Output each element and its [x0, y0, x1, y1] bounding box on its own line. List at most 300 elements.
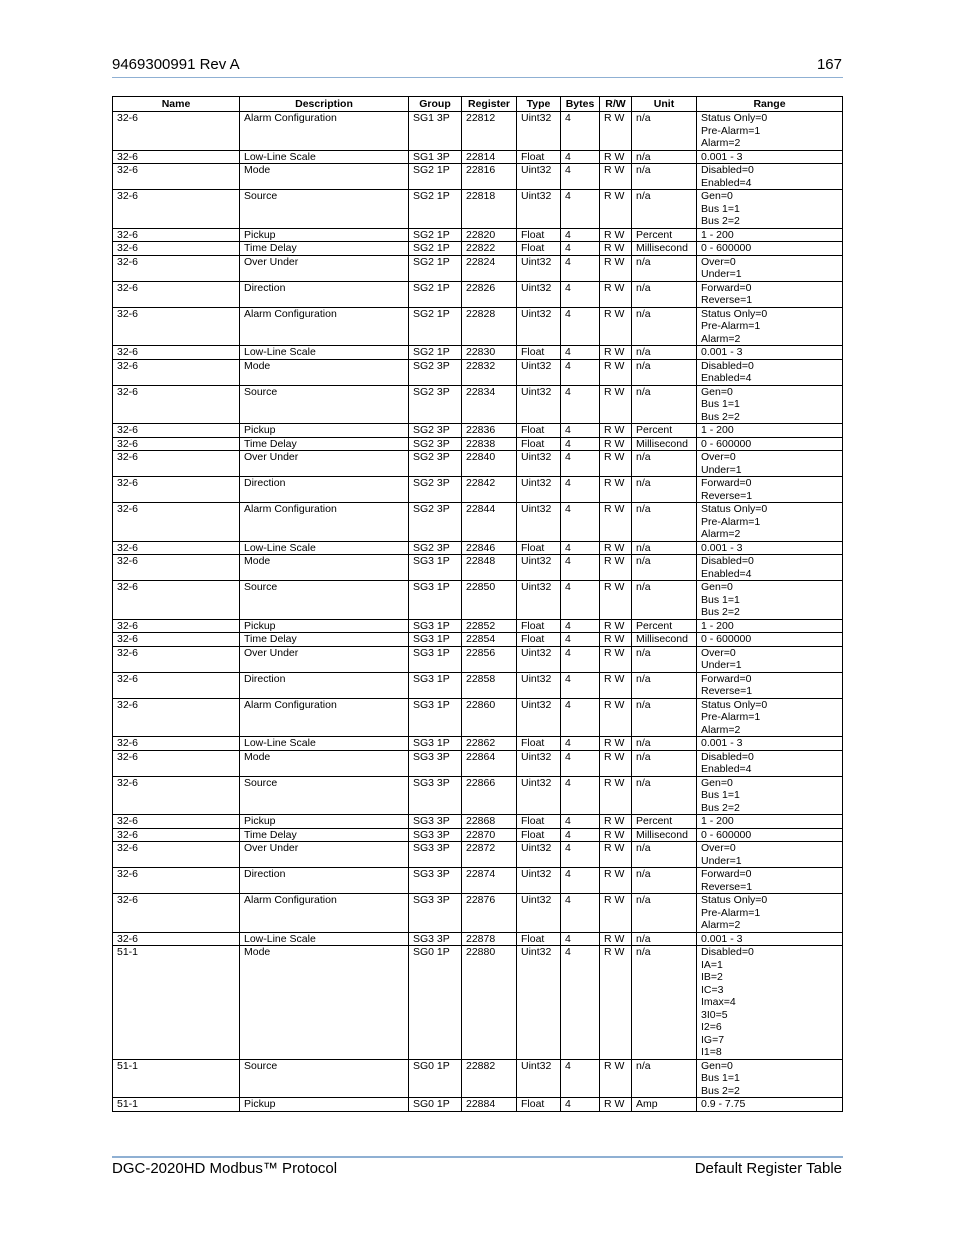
cell-description: Source — [240, 190, 409, 229]
table-row — [113, 228, 843, 242]
cell-type: Uint32 — [517, 190, 561, 229]
cell-description: Time Delay — [240, 828, 409, 842]
cell-rw: R W — [600, 255, 632, 281]
cell-name: 32-6 — [113, 776, 240, 815]
cell-group: SG2 1P — [409, 242, 462, 256]
cell-bytes: 4 — [561, 307, 600, 346]
cell-description: Alarm Configuration — [240, 307, 409, 346]
cell-name: 32-6 — [113, 672, 240, 698]
cell-name: 32-6 — [113, 477, 240, 503]
cell-rw: R W — [600, 868, 632, 894]
cell-bytes: 4 — [561, 581, 600, 620]
cell-range: Over=0 Under=1 — [697, 451, 843, 477]
cell-bytes: 4 — [561, 437, 600, 451]
column-header-type: Type — [517, 97, 561, 112]
cell-group: SG3 3P — [409, 932, 462, 946]
cell-unit: n/a — [632, 894, 697, 933]
cell-description: Direction — [240, 477, 409, 503]
cell-description: Over Under — [240, 451, 409, 477]
cell-rw: R W — [600, 1098, 632, 1112]
cell-unit: n/a — [632, 581, 697, 620]
cell-group: SG2 1P — [409, 255, 462, 281]
cell-rw: R W — [600, 737, 632, 751]
cell-name: 32-6 — [113, 646, 240, 672]
cell-unit: n/a — [632, 150, 697, 164]
cell-type: Uint32 — [517, 503, 561, 542]
cell-group: SG3 1P — [409, 698, 462, 737]
cell-type: Uint32 — [517, 698, 561, 737]
cell-description: Alarm Configuration — [240, 503, 409, 542]
table-row — [113, 581, 843, 620]
cell-range: Status Only=0 Pre-Alarm=1 Alarm=2 — [697, 307, 843, 346]
cell-register: 22876 — [462, 894, 517, 933]
cell-bytes: 4 — [561, 1059, 600, 1098]
column-header-unit: Unit — [632, 97, 697, 112]
cell-bytes: 4 — [561, 555, 600, 581]
cell-rw: R W — [600, 776, 632, 815]
cell-unit: n/a — [632, 503, 697, 542]
cell-type: Float — [517, 633, 561, 647]
cell-range: Forward=0 Reverse=1 — [697, 868, 843, 894]
cell-rw: R W — [600, 646, 632, 672]
cell-type: Uint32 — [517, 112, 561, 151]
column-header-range: Range — [697, 97, 843, 112]
cell-rw: R W — [600, 698, 632, 737]
cell-type: Uint32 — [517, 868, 561, 894]
cell-name: 32-6 — [113, 385, 240, 424]
cell-name: 32-6 — [113, 424, 240, 438]
cell-register: 22880 — [462, 946, 517, 1060]
column-header-description: Description — [240, 97, 409, 112]
table-row — [113, 750, 843, 776]
cell-bytes: 4 — [561, 646, 600, 672]
cell-rw: R W — [600, 242, 632, 256]
cell-bytes: 4 — [561, 477, 600, 503]
cell-group: SG3 1P — [409, 555, 462, 581]
table-row — [113, 451, 843, 477]
cell-name: 32-6 — [113, 698, 240, 737]
cell-group: SG0 1P — [409, 1059, 462, 1098]
cell-register: 22824 — [462, 255, 517, 281]
cell-register: 22832 — [462, 359, 517, 385]
cell-description: Alarm Configuration — [240, 894, 409, 933]
cell-range: Disabled=0 Enabled=4 — [697, 164, 843, 190]
cell-register: 22814 — [462, 150, 517, 164]
cell-description: Mode — [240, 555, 409, 581]
cell-range: 0.001 - 3 — [697, 150, 843, 164]
cell-name: 32-6 — [113, 359, 240, 385]
table-row — [113, 828, 843, 842]
table-row — [113, 646, 843, 672]
cell-register: 22834 — [462, 385, 517, 424]
cell-name: 32-6 — [113, 307, 240, 346]
cell-register: 22866 — [462, 776, 517, 815]
cell-description: Direction — [240, 672, 409, 698]
cell-unit: n/a — [632, 646, 697, 672]
cell-type: Float — [517, 150, 561, 164]
cell-register: 22872 — [462, 842, 517, 868]
cell-register: 22864 — [462, 750, 517, 776]
cell-range: Status Only=0 Pre-Alarm=1 Alarm=2 — [697, 503, 843, 542]
cell-group: SG0 1P — [409, 946, 462, 1060]
cell-group: SG2 1P — [409, 228, 462, 242]
cell-unit: n/a — [632, 946, 697, 1060]
cell-type: Float — [517, 1098, 561, 1112]
cell-register: 22854 — [462, 633, 517, 647]
cell-bytes: 4 — [561, 619, 600, 633]
table-row — [113, 255, 843, 281]
cell-type: Uint32 — [517, 477, 561, 503]
cell-name: 32-6 — [113, 255, 240, 281]
cell-bytes: 4 — [561, 750, 600, 776]
cell-type: Uint32 — [517, 946, 561, 1060]
cell-type: Uint32 — [517, 776, 561, 815]
cell-group: SG2 1P — [409, 307, 462, 346]
register-table — [112, 96, 843, 1112]
cell-bytes: 4 — [561, 698, 600, 737]
table-header-row — [113, 97, 843, 112]
cell-bytes: 4 — [561, 190, 600, 229]
table-row — [113, 346, 843, 360]
cell-bytes: 4 — [561, 281, 600, 307]
cell-register: 22812 — [462, 112, 517, 151]
cell-rw: R W — [600, 228, 632, 242]
cell-unit: n/a — [632, 541, 697, 555]
table-row — [113, 307, 843, 346]
cell-description: Alarm Configuration — [240, 112, 409, 151]
table-row — [113, 842, 843, 868]
column-header-name: Name — [113, 97, 240, 112]
cell-rw: R W — [600, 424, 632, 438]
cell-unit: n/a — [632, 842, 697, 868]
cell-group: SG3 1P — [409, 737, 462, 751]
cell-register: 22828 — [462, 307, 517, 346]
table-row — [113, 815, 843, 829]
cell-name: 32-6 — [113, 451, 240, 477]
cell-register: 22870 — [462, 828, 517, 842]
cell-range: Gen=0 Bus 1=1 Bus 2=2 — [697, 1059, 843, 1098]
cell-bytes: 4 — [561, 541, 600, 555]
cell-rw: R W — [600, 359, 632, 385]
cell-description: Pickup — [240, 619, 409, 633]
cell-range: Gen=0 Bus 1=1 Bus 2=2 — [697, 776, 843, 815]
cell-description: Time Delay — [240, 437, 409, 451]
cell-group: SG3 3P — [409, 868, 462, 894]
cell-rw: R W — [600, 307, 632, 346]
cell-description: Low-Line Scale — [240, 932, 409, 946]
table-row — [113, 946, 843, 1060]
cell-description: Source — [240, 385, 409, 424]
cell-range: Disabled=0 Enabled=4 — [697, 555, 843, 581]
cell-rw: R W — [600, 190, 632, 229]
cell-unit: n/a — [632, 737, 697, 751]
cell-rw: R W — [600, 385, 632, 424]
cell-group: SG1 3P — [409, 150, 462, 164]
cell-register: 22822 — [462, 242, 517, 256]
cell-register: 22884 — [462, 1098, 517, 1112]
cell-register: 22852 — [462, 619, 517, 633]
cell-unit: Millisecond — [632, 437, 697, 451]
table-row — [113, 868, 843, 894]
cell-unit: Percent — [632, 619, 697, 633]
cell-name: 32-6 — [113, 346, 240, 360]
cell-rw: R W — [600, 451, 632, 477]
cell-rw: R W — [600, 555, 632, 581]
table-row — [113, 633, 843, 647]
cell-bytes: 4 — [561, 424, 600, 438]
cell-range: 0 - 600000 — [697, 437, 843, 451]
cell-rw: R W — [600, 619, 632, 633]
table-row — [113, 737, 843, 751]
cell-register: 22874 — [462, 868, 517, 894]
cell-range: 0.001 - 3 — [697, 737, 843, 751]
cell-description: Over Under — [240, 842, 409, 868]
cell-range: 0 - 600000 — [697, 633, 843, 647]
cell-rw: R W — [600, 437, 632, 451]
cell-description: Mode — [240, 164, 409, 190]
cell-group: SG2 3P — [409, 503, 462, 542]
cell-description: Mode — [240, 946, 409, 1060]
cell-range: Disabled=0 Enabled=4 — [697, 359, 843, 385]
cell-register: 22844 — [462, 503, 517, 542]
cell-group: SG2 3P — [409, 437, 462, 451]
cell-range: 0 - 600000 — [697, 242, 843, 256]
cell-unit: n/a — [632, 451, 697, 477]
cell-range: 0.001 - 3 — [697, 346, 843, 360]
cell-group: SG1 3P — [409, 112, 462, 151]
cell-bytes: 4 — [561, 633, 600, 647]
cell-description: Time Delay — [240, 242, 409, 256]
cell-unit: n/a — [632, 932, 697, 946]
cell-rw: R W — [600, 346, 632, 360]
cell-register: 22842 — [462, 477, 517, 503]
cell-register: 22840 — [462, 451, 517, 477]
cell-register: 22882 — [462, 1059, 517, 1098]
cell-type: Float — [517, 619, 561, 633]
cell-description: Low-Line Scale — [240, 346, 409, 360]
cell-unit: Amp — [632, 1098, 697, 1112]
table-row — [113, 1098, 843, 1112]
cell-description: Over Under — [240, 646, 409, 672]
cell-rw: R W — [600, 946, 632, 1060]
cell-register: 22836 — [462, 424, 517, 438]
table-row — [113, 437, 843, 451]
cell-register: 22856 — [462, 646, 517, 672]
cell-rw: R W — [600, 633, 632, 647]
table-row — [113, 112, 843, 151]
cell-type: Float — [517, 424, 561, 438]
cell-group: SG2 1P — [409, 164, 462, 190]
cell-rw: R W — [600, 581, 632, 620]
cell-type: Float — [517, 242, 561, 256]
cell-group: SG2 3P — [409, 359, 462, 385]
cell-unit: n/a — [632, 190, 697, 229]
cell-bytes: 4 — [561, 164, 600, 190]
cell-name: 32-6 — [113, 281, 240, 307]
cell-rw: R W — [600, 503, 632, 542]
cell-unit: n/a — [632, 698, 697, 737]
cell-range: Gen=0 Bus 1=1 Bus 2=2 — [697, 385, 843, 424]
cell-register: 22878 — [462, 932, 517, 946]
cell-name: 51-1 — [113, 1098, 240, 1112]
cell-description: Mode — [240, 359, 409, 385]
cell-unit: n/a — [632, 112, 697, 151]
cell-bytes: 4 — [561, 503, 600, 542]
cell-type: Uint32 — [517, 451, 561, 477]
cell-bytes: 4 — [561, 385, 600, 424]
cell-group: SG3 1P — [409, 581, 462, 620]
cell-bytes: 4 — [561, 932, 600, 946]
column-header-register: Register — [462, 97, 517, 112]
cell-description: Alarm Configuration — [240, 698, 409, 737]
cell-group: SG3 3P — [409, 750, 462, 776]
footer-rule — [112, 1156, 843, 1158]
cell-type: Uint32 — [517, 555, 561, 581]
cell-bytes: 4 — [561, 451, 600, 477]
cell-name: 32-6 — [113, 190, 240, 229]
footer-product-title: DGC-2020HD Modbus™ Protocol — [112, 1160, 338, 1177]
cell-unit: Millisecond — [632, 242, 697, 256]
cell-name: 32-6 — [113, 894, 240, 933]
cell-group: SG3 3P — [409, 776, 462, 815]
cell-name: 32-6 — [113, 581, 240, 620]
cell-group: SG2 1P — [409, 346, 462, 360]
table-row — [113, 541, 843, 555]
table-row — [113, 150, 843, 164]
cell-type: Uint32 — [517, 646, 561, 672]
cell-type: Float — [517, 815, 561, 829]
cell-bytes: 4 — [561, 737, 600, 751]
cell-group: SG2 3P — [409, 424, 462, 438]
cell-name: 51-1 — [113, 1059, 240, 1098]
cell-type: Float — [517, 541, 561, 555]
cell-name: 32-6 — [113, 868, 240, 894]
cell-bytes: 4 — [561, 242, 600, 256]
cell-register: 22826 — [462, 281, 517, 307]
cell-register: 22860 — [462, 698, 517, 737]
cell-range: Disabled=0 IA=1 IB=2 IC=3 Imax=4 3I0=5 I2=6 IG=7 I1=8 — [697, 946, 843, 1060]
cell-bytes: 4 — [561, 346, 600, 360]
table-row — [113, 385, 843, 424]
cell-description: Low-Line Scale — [240, 737, 409, 751]
cell-unit: Percent — [632, 815, 697, 829]
cell-bytes: 4 — [561, 112, 600, 151]
header-rule — [112, 77, 843, 78]
cell-bytes: 4 — [561, 776, 600, 815]
cell-bytes: 4 — [561, 815, 600, 829]
cell-range: Status Only=0 Pre-Alarm=1 Alarm=2 — [697, 112, 843, 151]
cell-range: Status Only=0 Pre-Alarm=1 Alarm=2 — [697, 894, 843, 933]
cell-register: 22838 — [462, 437, 517, 451]
page-footer — [112, 1160, 842, 1180]
cell-name: 32-6 — [113, 619, 240, 633]
cell-rw: R W — [600, 894, 632, 933]
table-row — [113, 932, 843, 946]
cell-unit: n/a — [632, 359, 697, 385]
cell-type: Float — [517, 932, 561, 946]
cell-type: Uint32 — [517, 581, 561, 620]
cell-description: Over Under — [240, 255, 409, 281]
column-header-group: Group — [409, 97, 462, 112]
column-header-bytes: Bytes — [561, 97, 600, 112]
cell-range: Over=0 Under=1 — [697, 255, 843, 281]
cell-range: 1 - 200 — [697, 424, 843, 438]
cell-range: Over=0 Under=1 — [697, 646, 843, 672]
cell-unit: n/a — [632, 307, 697, 346]
cell-range: Status Only=0 Pre-Alarm=1 Alarm=2 — [697, 698, 843, 737]
page-number: 167 — [816, 56, 842, 73]
cell-group: SG3 3P — [409, 894, 462, 933]
cell-range: 0 - 600000 — [697, 828, 843, 842]
cell-description: Source — [240, 1059, 409, 1098]
cell-description: Time Delay — [240, 633, 409, 647]
cell-group: SG3 1P — [409, 672, 462, 698]
cell-rw: R W — [600, 750, 632, 776]
cell-type: Uint32 — [517, 750, 561, 776]
cell-description: Direction — [240, 868, 409, 894]
cell-bytes: 4 — [561, 672, 600, 698]
cell-unit: Millisecond — [632, 633, 697, 647]
cell-type: Uint32 — [517, 1059, 561, 1098]
cell-range: 1 - 200 — [697, 228, 843, 242]
cell-rw: R W — [600, 815, 632, 829]
cell-type: Uint32 — [517, 359, 561, 385]
cell-rw: R W — [600, 1059, 632, 1098]
table-row — [113, 477, 843, 503]
cell-type: Uint32 — [517, 281, 561, 307]
cell-rw: R W — [600, 112, 632, 151]
cell-range: 1 - 200 — [697, 619, 843, 633]
cell-group: SG2 3P — [409, 477, 462, 503]
cell-unit: n/a — [632, 868, 697, 894]
table-row — [113, 242, 843, 256]
cell-description: Pickup — [240, 228, 409, 242]
cell-rw: R W — [600, 281, 632, 307]
cell-type: Uint32 — [517, 842, 561, 868]
cell-rw: R W — [600, 842, 632, 868]
cell-description: Pickup — [240, 1098, 409, 1112]
cell-bytes: 4 — [561, 150, 600, 164]
cell-bytes: 4 — [561, 828, 600, 842]
cell-register: 22830 — [462, 346, 517, 360]
table-row — [113, 698, 843, 737]
cell-bytes: 4 — [561, 842, 600, 868]
column-header-rw: R/W — [600, 97, 632, 112]
cell-name: 32-6 — [113, 555, 240, 581]
cell-unit: n/a — [632, 346, 697, 360]
cell-name: 32-6 — [113, 164, 240, 190]
cell-type: Float — [517, 228, 561, 242]
cell-register: 22818 — [462, 190, 517, 229]
cell-register: 22820 — [462, 228, 517, 242]
cell-description: Low-Line Scale — [240, 150, 409, 164]
cell-name: 32-6 — [113, 633, 240, 647]
cell-group: SG3 1P — [409, 646, 462, 672]
table-row — [113, 619, 843, 633]
cell-bytes: 4 — [561, 894, 600, 933]
cell-range: 0.001 - 3 — [697, 932, 843, 946]
cell-name: 32-6 — [113, 828, 240, 842]
cell-range: Gen=0 Bus 1=1 Bus 2=2 — [697, 190, 843, 229]
cell-description: Source — [240, 776, 409, 815]
cell-group: SG2 1P — [409, 190, 462, 229]
cell-unit: Percent — [632, 424, 697, 438]
cell-rw: R W — [600, 932, 632, 946]
cell-group: SG2 3P — [409, 451, 462, 477]
cell-bytes: 4 — [561, 868, 600, 894]
cell-range: Over=0 Under=1 — [697, 842, 843, 868]
cell-unit: n/a — [632, 164, 697, 190]
